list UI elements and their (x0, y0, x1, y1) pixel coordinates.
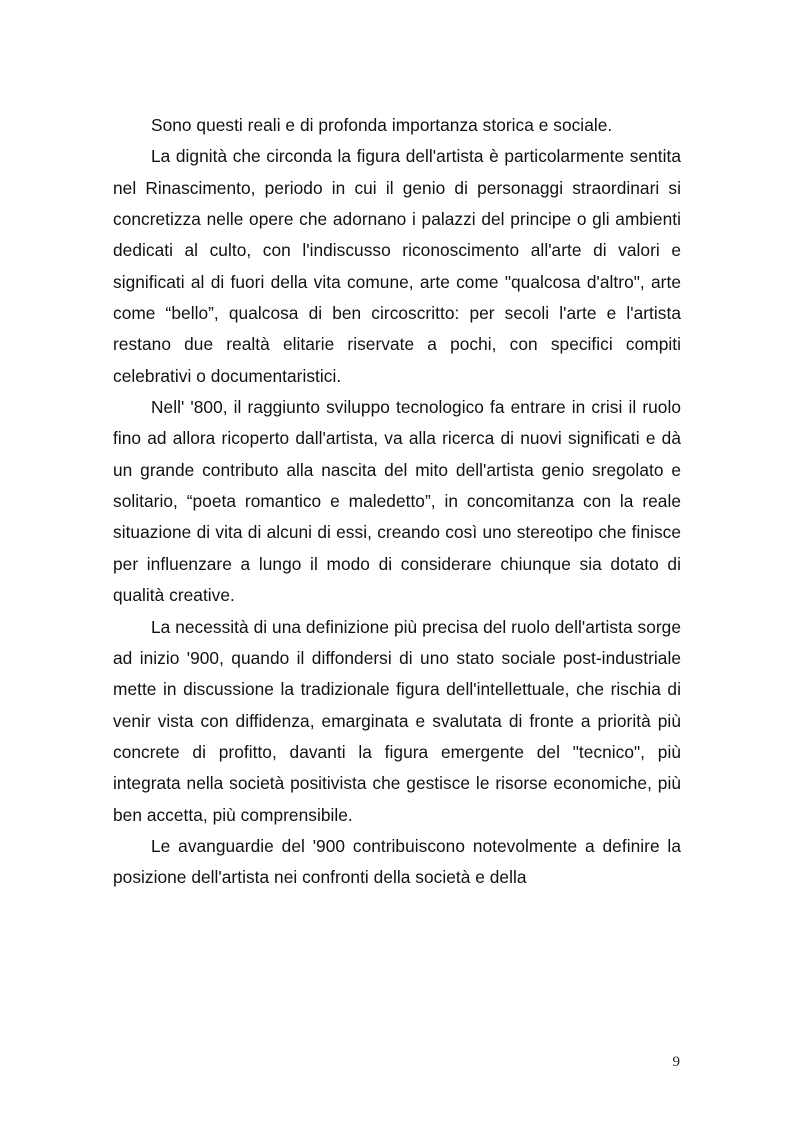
paragraph-5: Le avanguardie del '900 contribuiscono notevolmente a definire la posizione dell'artista nei confronti della società e della (113, 835, 681, 888)
paragraph-2: La dignità che circonda la figura dell'artista è particolarmente sentita nel Rinascimento, periodo in cui il genio di personaggi straordinari si concretizza nelle opere che adornano i palazzi del principe o gli ambienti dedicati al culto, con l'indiscusso riconoscimento all'arte di valori e significati al di fuori della vita comune, arte come "qualcosa d'altro", arte come “bello”, qualcosa di ben circoscritto: per secoli l'arte e l'artista restano due realtà elitarie riservate a pochi, con specifici compiti celebrativi o documentaristici. (113, 146, 681, 386)
paragraph-4: La necessità di una definizione più precisa del ruolo dell'artista sorge ad inizio '900, quando il diffondersi di uno stato sociale post-industriale mette in discussione la tradizionale figura dell'intellettuale, che rischia di venir vista con diffidenza, emarginata e svalutata di fronte a priorità più concrete di profitto, davanti la figura emergente del "tecnico", più integrata nella società positivista che gestisce le risorse economiche, più ben accetta, più comprensibile. (113, 616, 681, 825)
paragraph-3: Nell' '800, il raggiunto sviluppo tecnologico fa entrare in crisi il ruolo fino ad allora ricoperto dall'artista, va alla ricerca di nuovi significati e dà un grande contributo alla nascita del mito dell'artista genio sregolato e solitario, “poeta romantico e maledetto”, in concomitanza con la reale situazione di vita di alcuni di essi, creando così uno stereotipo che finisce per influenzare a lungo il modo di considerare chiunque sia dotato di qualità creative. (113, 397, 681, 606)
page-body (113, 110, 681, 894)
page-number: 9 (672, 1054, 680, 1070)
paragraph-1: Sono questi reali e di profonda importanza storica e sociale. (151, 115, 613, 135)
